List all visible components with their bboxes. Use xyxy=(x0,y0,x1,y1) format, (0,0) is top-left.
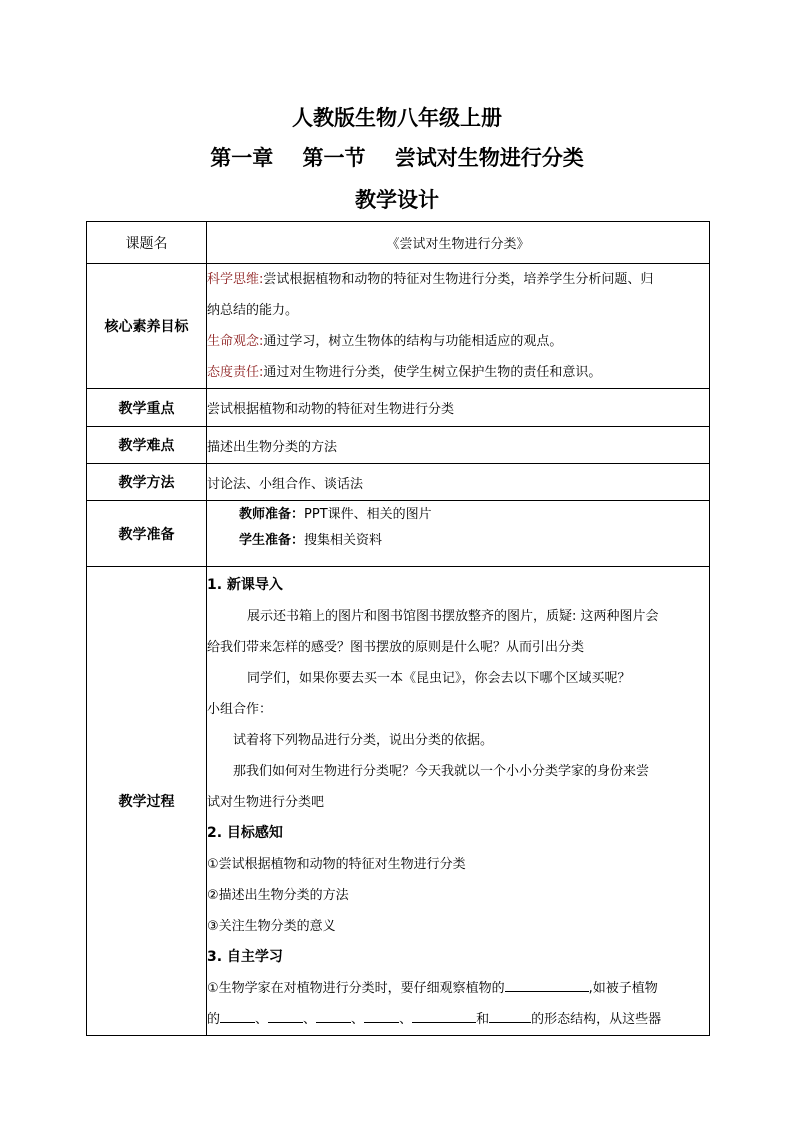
paragraph: 试对生物进行分类吧 xyxy=(207,795,325,810)
key-point-value: 尝试根据植物和动物的特征对生物进行分类 xyxy=(207,389,710,427)
goal-text: 通过对生物进行分类，使学生树立保护生物的责任和意识。 xyxy=(263,365,602,380)
answer-blank[interactable] xyxy=(364,1007,399,1023)
paragraph: 展示还书箱上的图片和图书馆图书摆放整齐的图片，质疑: 这两种图片会 xyxy=(247,609,659,624)
row-method xyxy=(87,464,710,501)
answer-blank[interactable] xyxy=(220,1007,255,1023)
fill-in-line: 的 、 、 、 、 和 的形态结构，从这些器 xyxy=(207,1004,709,1035)
answer-blank[interactable] xyxy=(412,1007,476,1023)
process-content xyxy=(207,567,710,1036)
goals-content xyxy=(207,264,710,389)
row-key-point xyxy=(87,389,710,427)
process-label: 教学过程 xyxy=(87,567,207,1036)
row-goals xyxy=(87,264,710,389)
doc-title: 人教版生物八年级上册 xyxy=(292,106,502,130)
difficulty-label: 教学难点 xyxy=(87,427,207,464)
answer-blank[interactable] xyxy=(316,1007,351,1023)
goal-item: ③关注生物分类的意义 xyxy=(207,919,336,934)
prep-label: 教学准备 xyxy=(87,501,207,567)
row-prep xyxy=(87,501,710,567)
goal-tag: 生命观念: xyxy=(207,334,264,349)
topic-label: 课题名 xyxy=(87,222,207,264)
section-heading: 1. 新课导入 xyxy=(207,577,283,593)
section-heading: 2. 目标感知 xyxy=(207,825,283,841)
student-prep-label: 学生准备： xyxy=(239,533,305,548)
answer-blank[interactable] xyxy=(489,1007,531,1023)
lesson-plan-table xyxy=(86,221,710,1036)
row-difficulty xyxy=(87,427,710,464)
method-label: 教学方法 xyxy=(87,464,207,501)
row-process xyxy=(87,567,710,1036)
teacher-prep-value: PPT课件、相关的图片 xyxy=(304,507,432,522)
goal-text-cont: 纳总结的能力。 xyxy=(207,303,299,318)
paragraph: 同学们，如果你要去买一本《昆虫记》，你会去以下哪个区域买呢？ xyxy=(247,671,631,686)
paragraph: 给我们带来怎样的感受？图书摆放的原则是什么呢？从而引出分类 xyxy=(207,640,585,655)
answer-blank[interactable] xyxy=(268,1007,303,1023)
goal-item: ②描述出生物分类的方法 xyxy=(207,888,349,903)
goal-item: ①尝试根据植物和动物的特征对生物进行分类 xyxy=(207,857,466,872)
section-heading: 3. 自主学习 xyxy=(207,949,283,965)
doc-subtitle: 教学设计 xyxy=(355,188,439,212)
paragraph: 小组合作： xyxy=(207,702,273,717)
paragraph: 试着将下列物品进行分类，说出分类的依据。 xyxy=(233,733,494,748)
answer-blank[interactable] xyxy=(505,976,589,992)
student-prep-value: 搜集相关资料 xyxy=(304,533,383,548)
key-point-label: 教学重点 xyxy=(87,389,207,427)
difficulty-value: 描述出生物分类的方法 xyxy=(207,427,710,464)
goal-tag: 态度责任: xyxy=(207,365,264,380)
prep-content xyxy=(207,501,710,567)
fill-in-line: ①生物学家在对植物进行分类时，要仔细观察植物的 ,如被子植物 xyxy=(207,973,709,1004)
chapter-title: 第一章 第一节 尝试对生物进行分类 xyxy=(210,146,584,170)
row-topic xyxy=(87,222,710,264)
method-value: 讨论法、小组合作、谈话法 xyxy=(207,464,710,501)
teacher-prep-label: 教师准备： xyxy=(239,507,305,522)
goal-text: 尝试根据植物和动物的特征对生物进行分类，培养学生分析问题、归 xyxy=(263,272,654,287)
paragraph: 那我们如何对生物进行分类呢？今天我就以一个小小分类学家的身份来尝 xyxy=(233,764,650,779)
goals-label: 核心素养目标 xyxy=(87,264,207,389)
goal-text: 通过学习，树立生物体的结构与功能相适应的观点。 xyxy=(263,334,563,349)
goal-tag: 科学思维: xyxy=(207,272,264,287)
topic-value: 《尝试对生物进行分类》 xyxy=(207,222,710,264)
